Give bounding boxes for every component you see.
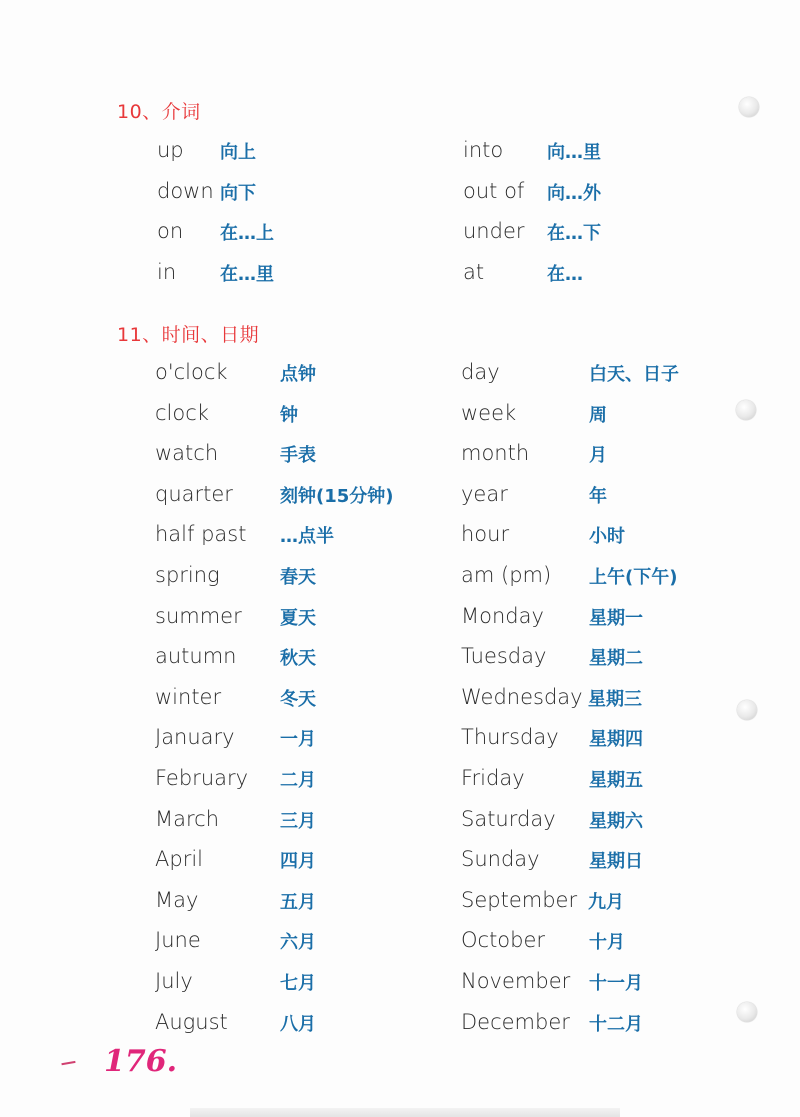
- chinese-meaning: 小时: [589, 526, 625, 548]
- chinese-meaning: 六月: [280, 932, 316, 954]
- english-word: January: [155, 725, 235, 750]
- english-word: watch: [155, 441, 219, 466]
- chinese-meaning: 钟: [280, 404, 298, 426]
- english-word: Wednesday: [461, 684, 583, 709]
- chinese-meaning: 四月: [280, 851, 316, 873]
- section-10-heading: 10、介词: [117, 101, 201, 123]
- english-word: Friday: [461, 766, 525, 790]
- english-word: clock: [155, 400, 209, 425]
- english-word: winter: [155, 684, 222, 709]
- english-word: day: [461, 360, 500, 384]
- page-number: 176.: [104, 1044, 178, 1079]
- english-word: down: [157, 178, 214, 203]
- english-word: June: [155, 928, 201, 953]
- chinese-meaning: 秋天: [280, 648, 316, 670]
- chinese-meaning: 十二月: [589, 1013, 643, 1035]
- chinese-meaning: 刻钟(15分钟): [280, 485, 394, 507]
- chinese-meaning: 星期五: [589, 770, 643, 791]
- english-word: in: [157, 259, 177, 284]
- english-word: Saturday: [461, 806, 556, 831]
- chinese-meaning: 十一月: [589, 973, 643, 994]
- english-word: August: [155, 1009, 228, 1034]
- pen-mark: [62, 1060, 88, 1072]
- binder-hole: [737, 700, 757, 720]
- english-word: December: [461, 1009, 570, 1034]
- chinese-meaning: 五月: [280, 891, 316, 913]
- english-word: May: [155, 887, 199, 912]
- chinese-meaning: 七月: [280, 973, 316, 994]
- english-word: hour: [461, 522, 510, 547]
- chinese-meaning: 年: [589, 485, 607, 507]
- chinese-meaning: 八月: [280, 1013, 316, 1035]
- english-word: summer: [155, 603, 242, 628]
- chinese-meaning: 向下: [220, 182, 256, 204]
- english-word: March: [155, 806, 220, 831]
- chinese-meaning: 夏天: [280, 607, 316, 629]
- english-word: into: [463, 138, 504, 162]
- chinese-meaning: 星期三: [588, 688, 642, 710]
- english-word: under: [463, 219, 525, 243]
- chinese-meaning: 星期一: [589, 607, 643, 629]
- english-word: Thursday: [461, 725, 559, 750]
- chinese-meaning: 十月: [589, 932, 625, 954]
- chinese-meaning: 点钟: [280, 364, 316, 385]
- english-word: quarter: [155, 481, 233, 506]
- chinese-meaning: 在…: [547, 263, 583, 285]
- english-word: half past: [155, 522, 247, 547]
- chinese-meaning: 二月: [280, 770, 316, 791]
- english-word: February: [155, 766, 249, 790]
- chinese-meaning: 星期二: [589, 648, 643, 670]
- chinese-meaning: 月: [589, 445, 607, 467]
- english-word: July: [155, 969, 193, 993]
- english-word: at: [463, 259, 485, 284]
- english-word: October: [461, 928, 546, 953]
- chinese-meaning: 春天: [280, 567, 316, 588]
- chinese-meaning: 在…下: [547, 223, 601, 244]
- chinese-meaning: 上午(下午): [589, 567, 678, 588]
- chinese-meaning: 三月: [280, 810, 316, 832]
- binder-hole: [737, 1002, 757, 1022]
- chinese-meaning: 在…里: [220, 263, 274, 285]
- chinese-meaning: 星期四: [589, 729, 643, 751]
- english-word: month: [461, 441, 530, 466]
- chinese-meaning: 冬天: [280, 688, 316, 710]
- english-word: on: [157, 219, 184, 243]
- english-word: September: [461, 887, 578, 912]
- english-word: out of: [463, 178, 525, 203]
- english-word: Sunday: [461, 847, 540, 872]
- section-11-heading: 11、时间、日期: [117, 324, 260, 346]
- english-word: November: [461, 969, 571, 993]
- chinese-meaning: 星期六: [589, 810, 643, 832]
- english-word: week: [461, 400, 517, 425]
- english-word: April: [155, 847, 203, 872]
- chinese-meaning: 九月: [588, 891, 624, 913]
- english-word: year: [461, 481, 508, 506]
- chinese-meaning: 向…里: [547, 142, 601, 163]
- chinese-meaning: 手表: [280, 445, 316, 467]
- binder-hole: [736, 400, 756, 420]
- chinese-meaning: 白天、日子: [589, 364, 679, 385]
- chinese-meaning: 星期日: [589, 851, 643, 873]
- english-word: Tuesday: [461, 644, 547, 669]
- chinese-meaning: 向上: [220, 142, 256, 163]
- english-word: Monday: [461, 603, 544, 628]
- chinese-meaning: 周: [589, 404, 607, 426]
- binder-hole: [739, 97, 759, 117]
- page-edge-shadow: [190, 1108, 620, 1117]
- english-word: autumn: [155, 644, 237, 669]
- chinese-meaning: …点半: [280, 526, 334, 548]
- chinese-meaning: 一月: [280, 729, 316, 751]
- chinese-meaning: 向…外: [547, 182, 601, 204]
- english-word: spring: [155, 563, 220, 587]
- chinese-meaning: 在…上: [220, 223, 274, 244]
- english-word: am (pm): [461, 563, 552, 587]
- english-word: up: [157, 138, 184, 162]
- english-word: o'clock: [155, 360, 228, 384]
